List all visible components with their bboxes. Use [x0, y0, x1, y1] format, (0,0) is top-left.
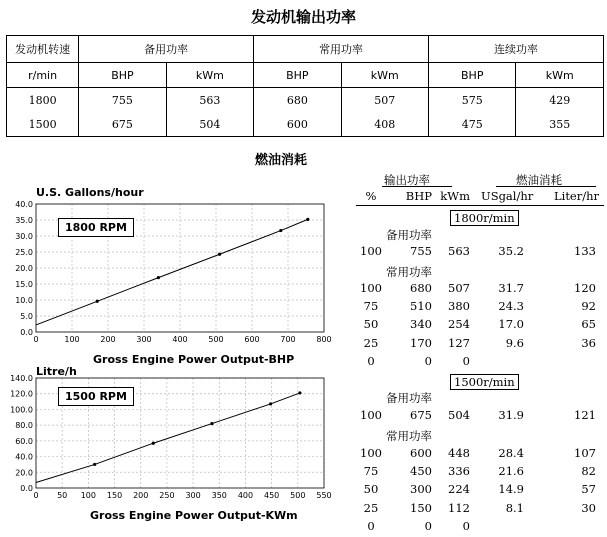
fuel-cell: 9.6 — [505, 335, 524, 350]
fuel-row — [356, 408, 606, 426]
y-tick-label: 5.0 — [20, 312, 33, 321]
fuel-cell: 380 — [448, 299, 470, 314]
fuel-cell: 0 — [462, 518, 470, 533]
x-tick-label: 600 — [244, 335, 260, 344]
x-tick-label: 350 — [211, 491, 227, 500]
y-tick-label: 15.0 — [15, 280, 33, 289]
fuel-cell: 36 — [581, 335, 596, 350]
data-point — [157, 276, 160, 279]
x-tick-label: 400 — [172, 335, 188, 344]
y-tick-label: 40.0 — [15, 200, 33, 209]
fuel-chart-1500rpm — [0, 372, 340, 520]
x-tick-label: 100 — [64, 335, 80, 344]
y-tick-label: 25.0 — [15, 248, 33, 257]
x-tick-label: 450 — [263, 491, 280, 500]
rpm-tag-1500: 1500r/min — [450, 374, 519, 390]
chart2-title: Litre/h — [36, 365, 77, 378]
unit-cell: kWm — [166, 63, 253, 88]
x-tick-label: 500 — [290, 491, 306, 500]
fuel-cell: 0 — [367, 353, 375, 368]
y-tick-label: 140.0 — [10, 374, 33, 383]
value-cell: 575 — [429, 88, 516, 113]
x-tick-label: 400 — [237, 491, 254, 500]
y-tick-label: 20.0 — [15, 468, 33, 478]
group-header-prime: 常用功率 — [254, 36, 429, 63]
data-point — [96, 300, 99, 303]
fuel-cell: 50 — [363, 317, 379, 332]
fuel-cell: 504 — [448, 408, 470, 422]
fuel-cell: 100 — [360, 281, 382, 295]
speed-header: 发动机转速 — [7, 36, 79, 63]
x-tick-label: 800 — [316, 335, 332, 344]
fuel-cell: 133 — [574, 244, 596, 258]
table-row — [7, 88, 604, 113]
fuel-cell: 0 — [424, 518, 432, 533]
fuel-cell: 0 — [462, 353, 470, 368]
fuel-cell: 0 — [424, 353, 432, 368]
fuel-cell: 170 — [410, 335, 432, 350]
chart1-xlabel: Gross Engine Power Output-BHP — [93, 353, 295, 366]
fuel-cell: 31.7 — [498, 281, 524, 295]
x-tick-label: 50 — [57, 491, 68, 500]
section-prime: 常用功率 — [386, 265, 432, 279]
col-header: USgal/hr — [481, 189, 534, 203]
col-header: Liter/hr — [554, 189, 600, 203]
fuel-cell: 120 — [574, 281, 596, 295]
fuel-row — [356, 299, 606, 317]
fuel-cell: 127 — [448, 335, 470, 350]
value-cell: 680 — [254, 88, 341, 113]
fuel-cell: 50 — [363, 482, 379, 497]
fuel-cell: 100 — [360, 408, 382, 422]
rpm-label-1500: 1500 RPM — [58, 387, 134, 406]
fuel-row — [356, 281, 606, 299]
col-header: kWm — [440, 189, 470, 203]
fuel-row — [356, 501, 606, 519]
fuel-cell: 448 — [448, 446, 470, 460]
x-tick-label: 150 — [106, 491, 123, 500]
section-standby: 备用功率 — [386, 391, 432, 405]
data-point — [152, 442, 155, 445]
fuel-cell: 14.9 — [498, 482, 524, 497]
fuel-row — [356, 519, 606, 537]
fuel-cell: 28.4 — [498, 446, 524, 460]
x-tick-label: 250 — [159, 491, 175, 500]
x-tick-label: 100 — [80, 491, 97, 500]
speed-unit: r/min — [7, 63, 79, 88]
fuel-cell: 507 — [448, 281, 470, 295]
fuel-row — [356, 336, 606, 354]
data-point — [279, 229, 282, 232]
divider — [356, 205, 604, 206]
y-tick-label: 35.0 — [15, 216, 33, 225]
fuel-cell: 675 — [410, 408, 432, 422]
x-tick-label: 0 — [33, 491, 39, 500]
y-tick-label: 0.0 — [20, 484, 33, 493]
consumption-header: 燃油消耗 — [516, 173, 562, 187]
unit-cell: kWm — [516, 63, 604, 88]
value-cell: 504 — [166, 112, 253, 137]
fuel-cell: 75 — [363, 464, 379, 479]
fuel-cell: 0 — [367, 518, 375, 533]
fuel-row — [356, 446, 606, 464]
engine-output-table — [6, 35, 604, 137]
fuel-cell: 340 — [410, 317, 432, 332]
fuel-cell: 100 — [360, 446, 382, 460]
fuel-cell: 600 — [410, 446, 432, 460]
fuel-cell: 450 — [410, 464, 432, 479]
section-prime: 常用功率 — [386, 429, 432, 443]
data-point — [210, 422, 213, 425]
fuel-row — [356, 317, 606, 335]
data-point — [93, 463, 96, 466]
x-tick-label: 200 — [100, 335, 116, 344]
y-tick-label: 10.0 — [15, 296, 33, 305]
value-cell: 475 — [429, 112, 516, 137]
fuel-cell: 75 — [363, 299, 379, 314]
x-tick-label: 300 — [185, 491, 201, 500]
fuel-cell: 17.0 — [498, 317, 524, 332]
unit-cell: BHP — [429, 63, 516, 88]
x-tick-label: 0 — [33, 335, 39, 344]
x-tick-label: 550 — [316, 491, 332, 500]
fuel-cell: 31.9 — [498, 408, 524, 422]
unit-cell: kWm — [341, 63, 428, 88]
fuel-cell: 25 — [363, 500, 379, 515]
fuel-cell: 57 — [581, 482, 596, 497]
fuel-cell: 112 — [448, 500, 470, 515]
fuel-cell: 8.1 — [505, 500, 524, 515]
group-header-continuous: 连续功率 — [429, 36, 604, 63]
fuel-consumption-title: 燃油消耗 — [255, 153, 308, 168]
fuel-cell: 100 — [360, 244, 382, 258]
data-point — [306, 218, 309, 221]
fuel-cell: 254 — [448, 317, 470, 332]
fuel-cell: 21.6 — [498, 464, 524, 479]
y-tick-label: 100.0 — [10, 405, 33, 415]
y-tick-label: 120.0 — [10, 389, 33, 399]
value-cell: 755 — [79, 88, 166, 113]
divider — [496, 186, 596, 187]
col-header: % — [365, 189, 377, 203]
fuel-row — [356, 482, 606, 500]
speed-cell: 1800 — [28, 93, 57, 107]
group-header-standby: 备用功率 — [79, 36, 254, 63]
fuel-cell: 30 — [581, 500, 596, 515]
section-standby: 备用功率 — [386, 228, 432, 242]
fuel-chart-1800rpm — [0, 196, 340, 368]
chart1-title: U.S. Gallons/hour — [36, 186, 144, 199]
divider — [382, 186, 452, 187]
unit-cell: BHP — [79, 63, 166, 88]
value-cell: 507 — [341, 88, 428, 113]
x-tick-label: 300 — [136, 335, 152, 344]
speed-cell: 1500 — [28, 117, 57, 131]
fuel-cell: 121 — [574, 408, 596, 422]
fuel-row — [356, 244, 606, 262]
table-row — [7, 112, 604, 137]
data-point — [298, 391, 301, 394]
fuel-cell: 150 — [410, 500, 432, 515]
chart2-xlabel: Gross Engine Power Output-KWm — [90, 509, 298, 522]
value-cell: 675 — [79, 112, 166, 137]
value-cell: 408 — [341, 112, 428, 137]
fuel-row — [356, 354, 606, 372]
y-tick-label: 60.0 — [15, 436, 33, 446]
fuel-cell: 92 — [581, 299, 596, 314]
page-title: 发动机输出功率 — [250, 8, 356, 26]
fuel-cell: 300 — [410, 482, 432, 497]
fuel-cell: 563 — [448, 244, 470, 258]
value-cell: 563 — [166, 88, 253, 113]
unit-cell: BHP — [254, 63, 341, 88]
fuel-row — [356, 464, 606, 482]
x-tick-label: 500 — [208, 335, 224, 344]
col-header: BHP — [405, 189, 432, 203]
fuel-cell: 24.3 — [498, 299, 524, 314]
data-point — [218, 253, 221, 256]
series-line — [36, 393, 300, 483]
fuel-cell: 680 — [410, 281, 432, 295]
y-tick-label: 0.0 — [20, 328, 33, 337]
value-cell: 355 — [516, 112, 604, 137]
x-tick-label: 200 — [133, 491, 149, 500]
fuel-cell: 224 — [448, 482, 470, 497]
rpm-label-1800: 1800 RPM — [58, 218, 134, 237]
rpm-tag-1800: 1800r/min — [450, 210, 519, 226]
y-tick-label: 80.0 — [15, 421, 33, 431]
x-tick-label: 700 — [280, 335, 296, 344]
output-header: 输出功率 — [384, 173, 430, 187]
value-cell: 600 — [254, 112, 341, 137]
fuel-cell: 82 — [581, 464, 596, 479]
y-tick-label: 40.0 — [15, 452, 33, 462]
fuel-cell: 510 — [410, 299, 432, 314]
fuel-cell: 755 — [410, 244, 432, 258]
value-cell: 429 — [516, 88, 604, 113]
fuel-cell: 65 — [581, 317, 596, 332]
data-point — [269, 402, 272, 405]
fuel-cell: 35.2 — [498, 244, 524, 258]
fuel-cell: 25 — [363, 335, 379, 350]
fuel-cell: 107 — [574, 446, 596, 460]
y-tick-label: 30.0 — [15, 232, 33, 241]
fuel-cell: 336 — [448, 464, 470, 479]
y-tick-label: 20.0 — [15, 264, 33, 273]
